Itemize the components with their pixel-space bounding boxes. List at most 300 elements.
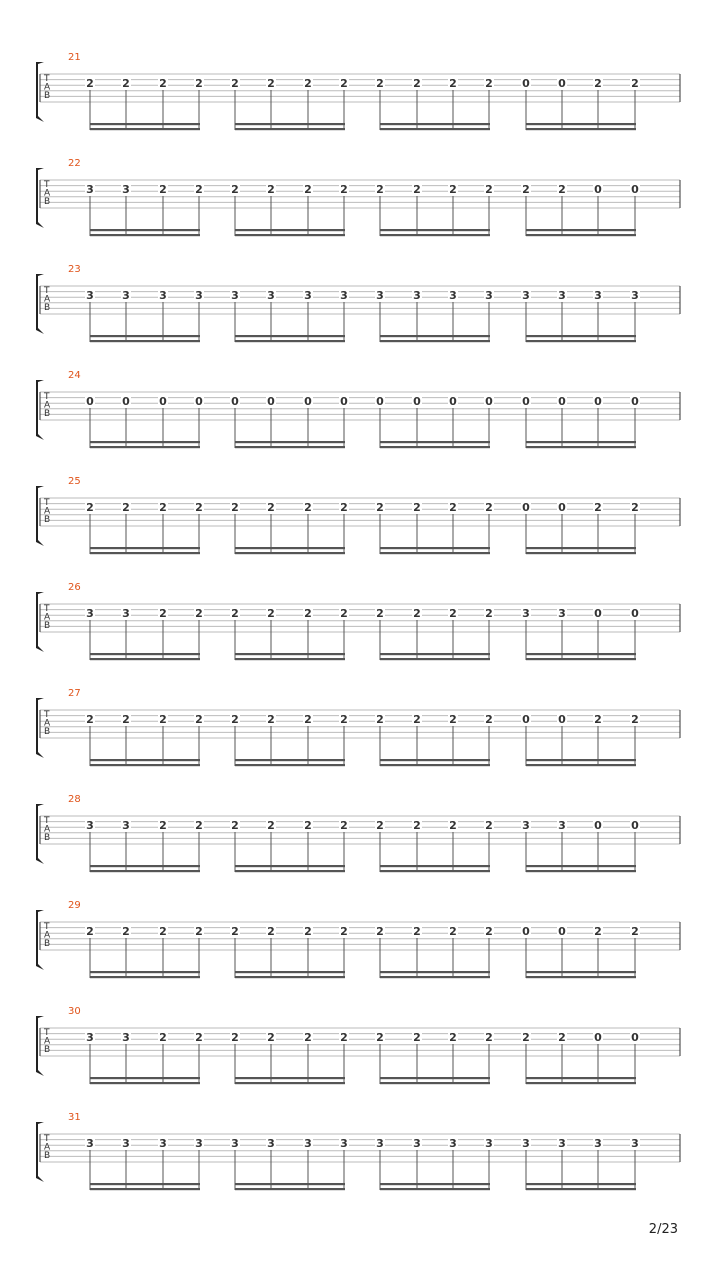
fret-number: 2 <box>485 501 493 514</box>
fret-number: 3 <box>195 289 203 302</box>
beam <box>526 340 636 342</box>
fret-number: 3 <box>304 1137 312 1150</box>
fret-number: 2 <box>413 1031 421 1044</box>
tab-staff <box>0 794 720 900</box>
tab-clef-letter: A <box>44 400 51 411</box>
fret-number: 2 <box>195 925 203 938</box>
fret-number: 0 <box>558 925 566 938</box>
tab-clef-letter: B <box>44 621 51 631</box>
beam <box>526 446 636 448</box>
fret-number: 2 <box>231 925 239 938</box>
fret-number: 2 <box>195 713 203 726</box>
beam <box>380 971 490 973</box>
fret-number: 2 <box>485 607 493 620</box>
beam <box>90 229 200 231</box>
beam <box>235 234 345 236</box>
beam <box>235 971 345 973</box>
fret-number: 2 <box>304 501 312 514</box>
fret-number: 3 <box>594 1137 602 1150</box>
measure-number: 29 <box>68 900 81 911</box>
beam <box>380 128 490 130</box>
fret-number: 2 <box>304 607 312 620</box>
fret-number: 0 <box>485 395 493 408</box>
beam <box>526 441 636 443</box>
tab-clef-letter: B <box>44 1045 51 1055</box>
fret-number: 2 <box>376 1031 384 1044</box>
tab-clef-letter: T <box>44 922 50 932</box>
fret-number: 0 <box>558 77 566 90</box>
beam <box>380 653 490 655</box>
beam <box>90 653 200 655</box>
fret-number: 2 <box>485 183 493 196</box>
fret-number: 3 <box>340 289 348 302</box>
beam <box>90 764 200 766</box>
fret-number: 2 <box>267 501 275 514</box>
fret-number: 2 <box>558 1031 566 1044</box>
beam <box>526 234 636 236</box>
beam <box>380 865 490 867</box>
tab-staff <box>0 1006 720 1112</box>
fret-number: 3 <box>122 1137 130 1150</box>
fret-number: 0 <box>594 819 602 832</box>
tab-staff <box>0 264 720 370</box>
fret-number: 3 <box>86 1137 94 1150</box>
beam <box>235 123 345 125</box>
fret-number: 2 <box>376 607 384 620</box>
fret-number: 2 <box>159 1031 167 1044</box>
tab-system <box>0 900 720 1006</box>
fret-number: 0 <box>267 395 275 408</box>
fret-number: 2 <box>304 713 312 726</box>
fret-number: 2 <box>195 501 203 514</box>
fret-number: 3 <box>376 1137 384 1150</box>
tab-clef-letter: A <box>44 1036 51 1047</box>
beam <box>235 1183 345 1185</box>
tab-clef-letter: T <box>44 498 50 508</box>
tab-clef-letter: T <box>44 74 50 84</box>
beam <box>90 234 200 236</box>
beam <box>90 123 200 125</box>
tab-system <box>0 158 720 264</box>
fret-number: 3 <box>159 1137 167 1150</box>
beam <box>90 446 200 448</box>
fret-number: 2 <box>449 713 457 726</box>
tab-system <box>0 52 720 158</box>
beam <box>380 1077 490 1079</box>
fret-number: 2 <box>340 501 348 514</box>
fret-number: 2 <box>485 819 493 832</box>
measure-number: 26 <box>68 582 81 593</box>
tab-staff <box>0 900 720 1006</box>
fret-number: 0 <box>522 395 530 408</box>
fret-number: 3 <box>558 289 566 302</box>
fret-number: 3 <box>86 819 94 832</box>
fret-number: 3 <box>122 183 130 196</box>
fret-number: 0 <box>594 607 602 620</box>
beam <box>235 865 345 867</box>
fret-number: 2 <box>449 183 457 196</box>
tab-staff <box>0 476 720 582</box>
beam <box>526 971 636 973</box>
beam <box>235 1082 345 1084</box>
beam <box>235 552 345 554</box>
fret-number: 3 <box>631 289 639 302</box>
tab-clef-letter: B <box>44 833 51 843</box>
fret-number: 0 <box>594 183 602 196</box>
fret-number: 3 <box>122 289 130 302</box>
fret-number: 0 <box>159 395 167 408</box>
fret-number: 2 <box>413 925 421 938</box>
beam <box>235 759 345 761</box>
fret-number: 3 <box>195 1137 203 1150</box>
fret-number: 2 <box>122 501 130 514</box>
beam <box>380 759 490 761</box>
fret-number: 3 <box>522 819 530 832</box>
tab-system <box>0 476 720 582</box>
fret-number: 2 <box>340 607 348 620</box>
tab-system <box>0 794 720 900</box>
fret-number: 2 <box>485 77 493 90</box>
fret-number: 2 <box>231 183 239 196</box>
fret-number: 2 <box>558 183 566 196</box>
fret-number: 2 <box>231 819 239 832</box>
tab-clef-letter: B <box>44 939 51 949</box>
beam <box>526 1188 636 1190</box>
fret-number: 0 <box>558 501 566 514</box>
beam <box>90 971 200 973</box>
fret-number: 2 <box>340 1031 348 1044</box>
beam <box>235 128 345 130</box>
beam <box>380 123 490 125</box>
fret-number: 2 <box>485 925 493 938</box>
tab-clef-letter: A <box>44 930 51 941</box>
fret-number: 2 <box>267 1031 275 1044</box>
tab-clef-letter: T <box>44 710 50 720</box>
fret-number: 2 <box>267 819 275 832</box>
fret-number: 3 <box>159 289 167 302</box>
fret-number: 2 <box>86 77 94 90</box>
beam <box>235 870 345 872</box>
fret-number: 3 <box>86 289 94 302</box>
fret-number: 2 <box>195 607 203 620</box>
fret-number: 0 <box>522 925 530 938</box>
beam <box>380 870 490 872</box>
fret-number: 2 <box>159 501 167 514</box>
fret-number: 2 <box>159 925 167 938</box>
fret-number: 2 <box>304 819 312 832</box>
tab-system <box>0 1006 720 1112</box>
fret-number: 3 <box>231 1137 239 1150</box>
fret-number: 3 <box>122 1031 130 1044</box>
tab-system <box>0 582 720 688</box>
fret-number: 3 <box>558 819 566 832</box>
fret-number: 0 <box>631 183 639 196</box>
fret-number: 0 <box>376 395 384 408</box>
fret-number: 3 <box>485 1137 493 1150</box>
beam <box>380 340 490 342</box>
fret-number: 2 <box>304 925 312 938</box>
fret-number: 3 <box>413 289 421 302</box>
fret-number: 2 <box>122 713 130 726</box>
fret-number: 2 <box>86 713 94 726</box>
tab-clef-letter: A <box>44 824 51 835</box>
fret-number: 0 <box>594 1031 602 1044</box>
fret-number: 2 <box>413 501 421 514</box>
fret-number: 2 <box>522 183 530 196</box>
fret-number: 3 <box>485 289 493 302</box>
beam <box>380 1183 490 1185</box>
beam <box>235 547 345 549</box>
tab-staff <box>0 1112 720 1218</box>
fret-number: 3 <box>558 1137 566 1150</box>
fret-number: 0 <box>304 395 312 408</box>
beam <box>235 658 345 660</box>
beam <box>235 335 345 337</box>
fret-number: 2 <box>267 77 275 90</box>
fret-number: 2 <box>195 183 203 196</box>
fret-number: 3 <box>86 183 94 196</box>
fret-number: 2 <box>86 925 94 938</box>
fret-number: 2 <box>449 925 457 938</box>
measure-number: 30 <box>68 1006 81 1017</box>
fret-number: 3 <box>594 289 602 302</box>
fret-number: 3 <box>558 607 566 620</box>
measure-number: 25 <box>68 476 81 487</box>
fret-number: 2 <box>195 1031 203 1044</box>
beam <box>526 653 636 655</box>
beam <box>235 1188 345 1190</box>
fret-number: 3 <box>86 607 94 620</box>
beam <box>235 229 345 231</box>
measure-number: 22 <box>68 158 81 169</box>
fret-number: 0 <box>413 395 421 408</box>
tab-clef-letter: A <box>44 506 51 517</box>
fret-number: 2 <box>376 77 384 90</box>
beam <box>90 865 200 867</box>
fret-number: 0 <box>631 1031 639 1044</box>
fret-number: 0 <box>558 713 566 726</box>
fret-number: 2 <box>159 77 167 90</box>
beam <box>526 123 636 125</box>
beam <box>380 1082 490 1084</box>
fret-number: 0 <box>631 607 639 620</box>
beam <box>526 547 636 549</box>
fret-number: 2 <box>267 183 275 196</box>
beam <box>235 441 345 443</box>
tab-staff <box>0 582 720 688</box>
fret-number: 2 <box>267 607 275 620</box>
tab-clef-letter: T <box>44 604 50 614</box>
beam <box>380 547 490 549</box>
fret-number: 2 <box>449 819 457 832</box>
beam <box>526 552 636 554</box>
beam <box>380 441 490 443</box>
fret-number: 2 <box>594 501 602 514</box>
fret-number: 2 <box>122 77 130 90</box>
fret-number: 2 <box>195 819 203 832</box>
fret-number: 2 <box>340 925 348 938</box>
tab-clef-letter: B <box>44 409 51 419</box>
tab-clef-letter: B <box>44 515 51 525</box>
fret-number: 2 <box>304 183 312 196</box>
tab-staff <box>0 52 720 158</box>
beam <box>235 764 345 766</box>
fret-number: 2 <box>231 607 239 620</box>
beam <box>380 658 490 660</box>
beam <box>526 1082 636 1084</box>
fret-number: 0 <box>558 395 566 408</box>
fret-number: 2 <box>231 1031 239 1044</box>
beam <box>90 658 200 660</box>
beam <box>90 547 200 549</box>
beam <box>90 552 200 554</box>
tab-system <box>0 688 720 794</box>
fret-number: 2 <box>159 819 167 832</box>
fret-number: 2 <box>86 501 94 514</box>
beam <box>380 446 490 448</box>
beam <box>380 552 490 554</box>
tab-clef-letter: B <box>44 1151 51 1161</box>
fret-number: 0 <box>340 395 348 408</box>
beam <box>380 1188 490 1190</box>
tab-system <box>0 370 720 476</box>
beam <box>380 335 490 337</box>
fret-number: 2 <box>594 713 602 726</box>
fret-number: 2 <box>304 77 312 90</box>
beam <box>526 1077 636 1079</box>
tab-staff <box>0 370 720 476</box>
fret-number: 2 <box>631 501 639 514</box>
beam <box>526 870 636 872</box>
tab-clef-letter: T <box>44 286 50 296</box>
fret-number: 0 <box>449 395 457 408</box>
tab-staff <box>0 688 720 794</box>
fret-number: 2 <box>159 183 167 196</box>
beam <box>90 1077 200 1079</box>
fret-number: 0 <box>631 819 639 832</box>
page-number: 2/23 <box>648 1222 678 1237</box>
tab-clef-letter: T <box>44 180 50 190</box>
fret-number: 2 <box>376 501 384 514</box>
fret-number: 3 <box>267 1137 275 1150</box>
tab-clef-letter: A <box>44 718 51 729</box>
fret-number: 2 <box>304 1031 312 1044</box>
fret-number: 3 <box>522 1137 530 1150</box>
fret-number: 3 <box>340 1137 348 1150</box>
fret-number: 0 <box>86 395 94 408</box>
fret-number: 0 <box>522 713 530 726</box>
fret-number: 2 <box>340 819 348 832</box>
beam <box>90 870 200 872</box>
beam <box>235 976 345 978</box>
fret-number: 2 <box>267 925 275 938</box>
beam <box>380 229 490 231</box>
fret-number: 2 <box>231 77 239 90</box>
fret-number: 2 <box>376 713 384 726</box>
fret-number: 2 <box>159 713 167 726</box>
fret-number: 0 <box>522 77 530 90</box>
beam <box>526 976 636 978</box>
beam <box>90 1082 200 1084</box>
tab-clef-letter: A <box>44 1142 51 1153</box>
beam <box>526 1183 636 1185</box>
fret-number: 2 <box>267 713 275 726</box>
tab-clef-letter: T <box>44 1028 50 1038</box>
fret-number: 2 <box>413 607 421 620</box>
beam <box>526 229 636 231</box>
beam <box>380 764 490 766</box>
beam <box>526 764 636 766</box>
beam <box>235 1077 345 1079</box>
beam <box>90 1183 200 1185</box>
beam <box>90 335 200 337</box>
beam <box>235 446 345 448</box>
fret-number: 2 <box>631 925 639 938</box>
fret-number: 2 <box>631 77 639 90</box>
fret-number: 2 <box>231 501 239 514</box>
fret-number: 2 <box>449 1031 457 1044</box>
beam <box>90 759 200 761</box>
fret-number: 0 <box>195 395 203 408</box>
beam <box>526 335 636 337</box>
beam <box>380 234 490 236</box>
tab-clef-letter: A <box>44 612 51 623</box>
tab-staff <box>0 158 720 264</box>
fret-number: 2 <box>594 925 602 938</box>
tab-clef-letter: T <box>44 1134 50 1144</box>
fret-number: 2 <box>376 183 384 196</box>
fret-number: 2 <box>340 183 348 196</box>
fret-number: 3 <box>122 607 130 620</box>
fret-number: 0 <box>122 395 130 408</box>
beam <box>235 653 345 655</box>
fret-number: 2 <box>340 77 348 90</box>
fret-number: 3 <box>376 289 384 302</box>
beam <box>90 441 200 443</box>
fret-number: 3 <box>449 1137 457 1150</box>
tab-clef-letter: A <box>44 294 51 305</box>
tab-clef-letter: B <box>44 303 51 313</box>
beam <box>90 340 200 342</box>
fret-number: 3 <box>267 289 275 302</box>
fret-number: 2 <box>449 501 457 514</box>
fret-number: 2 <box>231 713 239 726</box>
fret-number: 3 <box>86 1031 94 1044</box>
fret-number: 3 <box>522 607 530 620</box>
tab-clef-letter: B <box>44 197 51 207</box>
fret-number: 0 <box>522 501 530 514</box>
fret-number: 2 <box>376 925 384 938</box>
measure-number: 27 <box>68 688 81 699</box>
beam <box>90 976 200 978</box>
fret-number: 2 <box>340 713 348 726</box>
fret-number: 2 <box>485 1031 493 1044</box>
fret-number: 0 <box>594 395 602 408</box>
fret-number: 2 <box>631 713 639 726</box>
beam <box>526 658 636 660</box>
tab-clef-letter: B <box>44 91 51 101</box>
measure-number: 24 <box>68 370 81 381</box>
measure-number: 23 <box>68 264 81 275</box>
fret-number: 3 <box>122 819 130 832</box>
fret-number: 2 <box>485 713 493 726</box>
beam <box>526 128 636 130</box>
fret-number: 2 <box>376 819 384 832</box>
fret-number: 2 <box>522 1031 530 1044</box>
tab-clef-letter: T <box>44 816 50 826</box>
beam <box>90 1188 200 1190</box>
fret-number: 3 <box>413 1137 421 1150</box>
